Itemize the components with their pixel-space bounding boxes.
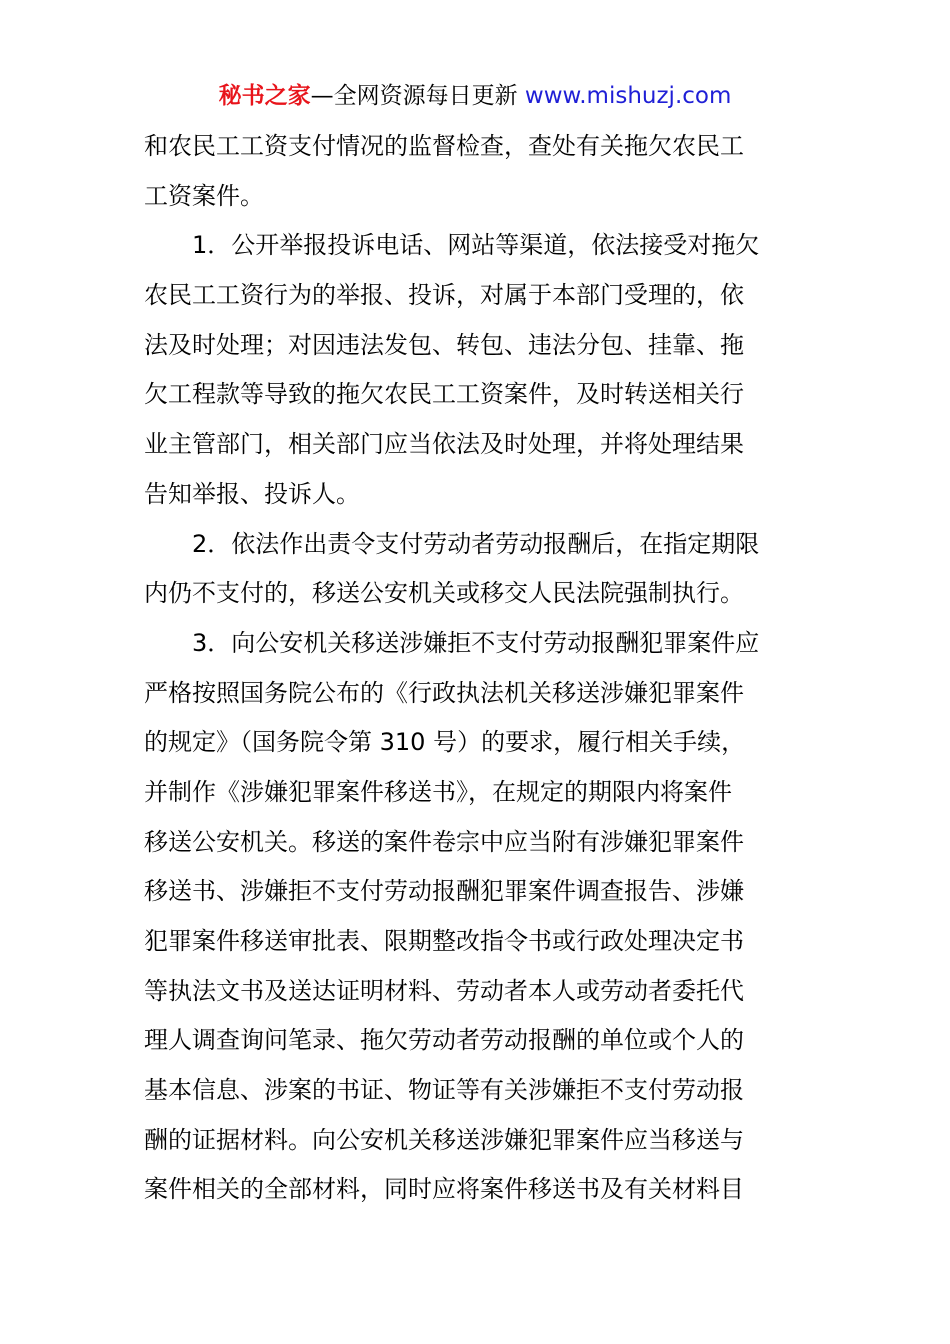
text-line: 2．依法作出责令支付劳动者劳动报酬后，在指定期限 <box>144 529 760 558</box>
text-line: 移送公安机关。移送的案件卷宗中应当附有涉嫌犯罪案件 <box>144 827 744 856</box>
text-line: 严格按照国务院公布的《行政执法机关移送涉嫌犯罪案件 <box>144 678 744 707</box>
document-body <box>144 122 806 1215</box>
text-line: 案件相关的全部材料，同时应将案件移送书及有关材料目 <box>144 1175 744 1204</box>
text-line: 等执法文书及送达证明材料、劳动者本人或劳动者委托代 <box>144 976 744 1005</box>
text-line: 的规定》（国务院令第 310 号）的要求，履行相关手续， <box>144 728 746 757</box>
text-line: 法及时处理；对因违法发包、转包、违法分包、挂靠、拖 <box>144 330 744 359</box>
site-url-link[interactable]: www.mishuzj.com <box>524 83 732 109</box>
text-line: 基本信息、涉案的书证、物证等有关涉嫌拒不支付劳动报 <box>144 1076 744 1105</box>
text-line: 理人调查询问笔录、拖欠劳动者劳动报酬的单位或个人的 <box>144 1026 744 1055</box>
text-line: 内仍不支付的，移送公安机关或移交人民法院强制执行。 <box>144 579 744 608</box>
text-line: 欠工程款等导致的拖欠农民工工资案件，及时转送相关行 <box>144 380 744 409</box>
text-line: 3．向公安机关移送涉嫌拒不支付劳动报酬犯罪案件应 <box>144 628 760 657</box>
text-line: 并制作《涉嫌犯罪案件移送书》，在规定的期限内将案件 <box>144 777 732 806</box>
text-line: 1．公开举报投诉电话、网站等渠道，依法接受对拖欠 <box>144 231 760 260</box>
text-line: 告知举报、投诉人。 <box>144 479 360 508</box>
text-line: 和农民工工资支付情况的监督检查，查处有关拖欠农民工 <box>144 132 744 160</box>
header-tagline: —全网资源每日更新 <box>310 83 525 109</box>
text-line: 酬的证据材料。向公安机关移送涉嫌犯罪案件应当移送与 <box>144 1125 744 1154</box>
text-line: 犯罪案件移送审批表、限期整改指令书或行政处理决定书 <box>144 927 744 955</box>
text-line: 农民工工资行为的举报、投诉，对属于本部门受理的，依 <box>144 281 744 310</box>
brand-name: 秘书之家 <box>218 83 311 109</box>
text-line: 业主管部门，相关部门应当依法及时处理，并将处理结果 <box>144 430 744 459</box>
site-header <box>0 80 950 112</box>
text-line: 工资案件。 <box>144 181 264 210</box>
text-line: 移送书、涉嫌拒不支付劳动报酬犯罪案件调查报告、涉嫌 <box>144 877 744 906</box>
